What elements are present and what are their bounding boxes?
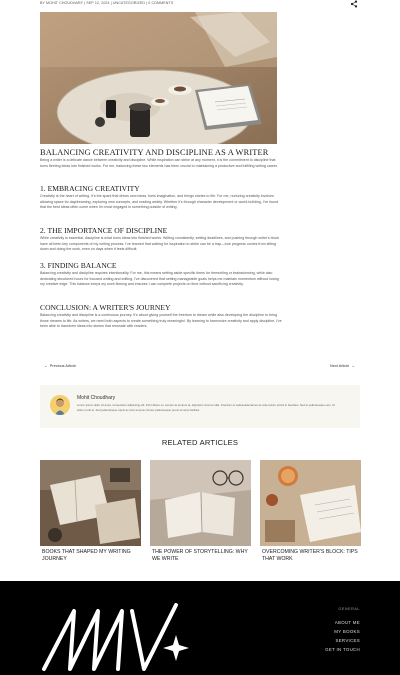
section-body: Creativity is the heart of writing. It's the spark that drives new ideas, fuels imagination, and brings stories to life. For me, nurturing creativity involves allowing space for daydreaming, exploring new concepts, and reading widely. Whether it's through character development or world-building, I've found that the best ideas often come when I'm most engaged in something outside of writing. <box>40 194 279 210</box>
footer-link-contact[interactable]: GET IN TOUCH <box>325 647 360 652</box>
article-title: BALANCING CREATIVITY AND DISCIPLINE AS A WRITER <box>40 148 269 157</box>
footer-link-services[interactable]: SERVICES <box>335 638 360 643</box>
related-article-title[interactable]: BOOKS THAT SHAPED MY WRITING JOURNEY <box>42 549 131 562</box>
featured-image <box>40 12 277 144</box>
arrow-left-icon: ← <box>44 364 48 368</box>
site-footer <box>0 581 400 675</box>
related-article-title[interactable]: THE POWER OF STORYTELLING: WHY WE WRITE <box>152 549 248 562</box>
site-logo[interactable] <box>40 597 192 673</box>
arrow-right-icon: → <box>351 364 355 368</box>
previous-article-link[interactable] <box>44 364 76 368</box>
section-body: While creativity is essential, discipline is what turns ideas into finished works. Writing consistently, setting deadlines, and pushing through writer's block have all been key components of my writing process. I've learned that waiting for inspiration to strike can be a trap—true progress comes from sitting down and doing the work, even on days when it feels difficult. <box>40 236 280 252</box>
footer-link-about[interactable]: ABOUT ME <box>334 620 360 625</box>
section-heading: CONCLUSION: A WRITER'S JOURNEY <box>40 303 171 312</box>
related-article-image[interactable] <box>150 460 251 546</box>
section-heading: 1. EMBRACING CREATIVITY <box>40 184 140 193</box>
author-bio: Lorem ipsum dolor sit amet, consectetur adipiscing elit. Proin libero ex, tempor at tempus at, dignissim viverra nulla. Interdum et malesuada fames ac ante ipsum primis in faucibus. Sed et pellentesque sem. Ut tellus ut elit et. Sed pellentesque turpis ac arcu tempus, Donec pellentesque purus sit amet facilisis. <box>77 403 336 412</box>
footer-link-books[interactable]: MY BOOKS <box>334 629 360 634</box>
previous-article-label: Previous Article <box>49 364 76 368</box>
section-heading: 3. FINDING BALANCE <box>40 261 117 270</box>
author-box <box>40 385 360 428</box>
next-article-label: Next Article <box>330 364 350 368</box>
related-article-title[interactable]: OVERCOMING WRITER'S BLOCK: TIPS THAT WORK <box>262 549 358 562</box>
share-icon[interactable] <box>350 0 358 8</box>
related-article-image[interactable] <box>260 460 361 546</box>
related-article-image[interactable] <box>40 460 141 546</box>
related-articles-heading: RELATED ARTICLES <box>161 438 239 447</box>
author-name[interactable]: Mohit Choudhary <box>77 395 116 401</box>
section-heading: 2. THE IMPORTANCE OF DISCIPLINE <box>40 226 168 235</box>
section-body: Balancing creativity and discipline is a continuous journey. It's about giving yourself the freedom to dream while also developing the discipline to bring those dreams to life. As writers, we need both aspects to create something truly meaningful. By learning to harmonize creativity and apply discipline, I've been able to transform ideas into stories that resonate with readers. <box>40 313 282 329</box>
section-body: Balancing creativity and discipline requires intentionality. For me, this means setting aside specific times for freewriting or brainstorming, while also dedicating structured hours for focused writing and editing. I've discovered that setting manageable goals helps me maintain momentum without losing my creative edge. This balance keeps my work flowing and ensures I can complete projects on time without sacrificing creativity. <box>40 271 279 287</box>
article-intro: Being a writer is a delicate dance between creativity and discipline. While inspiration can strike at any moment, it is the commitment to discipline that turns fleeting ideas into finished works. For me, balancing these two elements has been crucial to maintaining a productive and fulfilling writing career. <box>40 158 278 168</box>
footer-heading: GENERAL <box>338 607 360 611</box>
avatar <box>50 395 70 415</box>
next-article-link[interactable] <box>330 364 355 368</box>
post-meta: BY MOHIT CHOUDHARY | SEP 12, 2024 | UNCATEGORIZED | 0 COMMENTS <box>40 1 174 5</box>
